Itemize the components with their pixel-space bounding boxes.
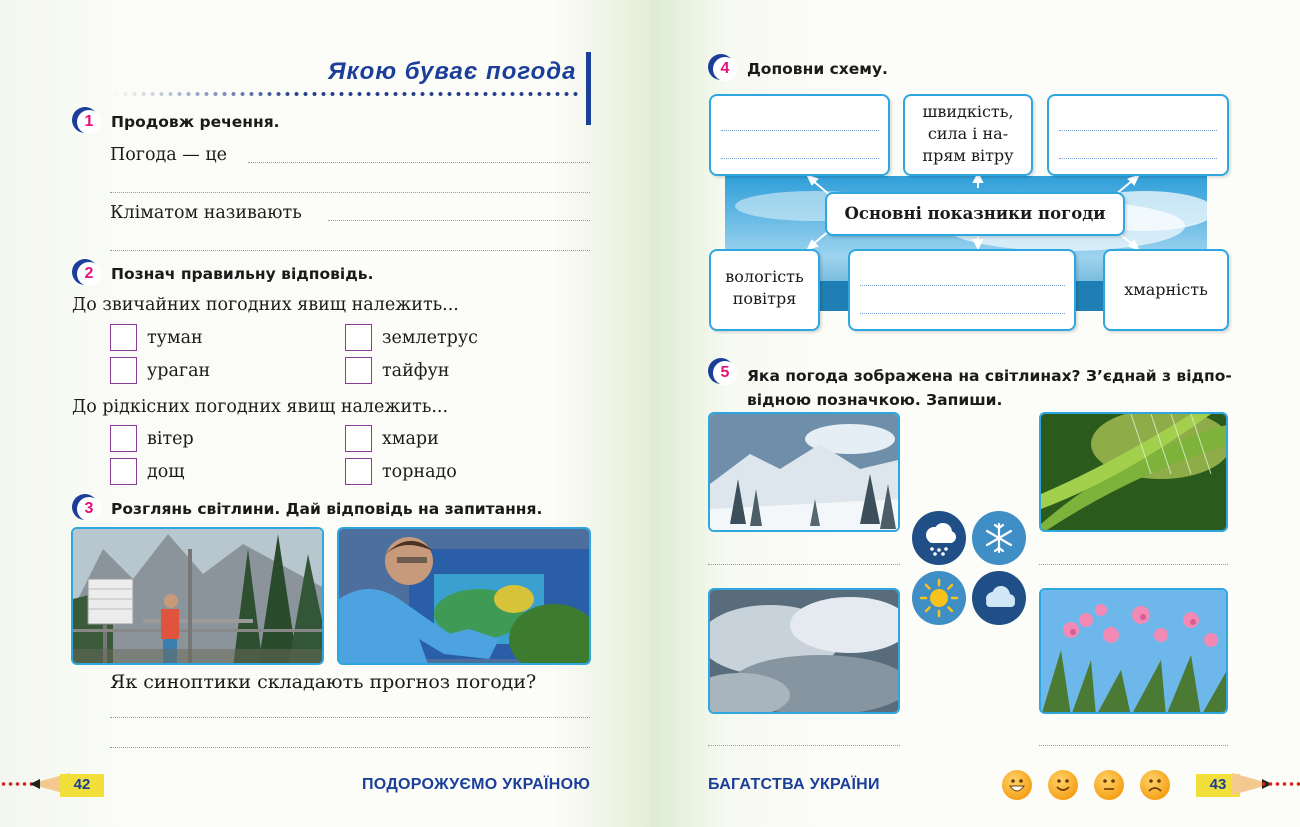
forecaster-photo xyxy=(337,527,591,665)
title-dotted-rule xyxy=(112,91,582,97)
sad-face-icon[interactable] xyxy=(1140,770,1170,800)
page-number-right: 43 xyxy=(1196,774,1240,797)
answer-line[interactable] xyxy=(110,192,590,193)
answer-line[interactable] xyxy=(1039,745,1228,746)
clouds-photo xyxy=(708,588,900,714)
task-number-2: 2 xyxy=(72,259,102,289)
task5-instruction: Яка погода зображена на світлинах? З’єднай з відпо- відною позначкою. Запиши. xyxy=(747,367,1232,409)
task3-question: Як синоптики складають прогноз погоди? xyxy=(110,671,537,693)
answer-line[interactable] xyxy=(1039,564,1228,565)
pencil-dots-decoration xyxy=(1260,778,1300,790)
option-label: вітер xyxy=(147,429,194,449)
task1-prompt-weather: Погода — це xyxy=(110,145,227,165)
weather-station-photo xyxy=(71,527,324,665)
task-number-3: 3 xyxy=(72,494,102,524)
footer-section-left: ПОДОРОЖУЄМО УКРАЇНОЮ xyxy=(362,776,591,793)
checkbox-earthquake[interactable] xyxy=(345,324,372,351)
task-number-1: 1 xyxy=(72,107,102,137)
task1-prompt-climate: Кліматом називають xyxy=(110,203,302,223)
answer-line[interactable] xyxy=(110,717,590,718)
page-number-left: 42 xyxy=(60,774,104,797)
option-label: ураган xyxy=(147,361,211,381)
smiling-face-icon[interactable] xyxy=(1048,770,1078,800)
laughing-face-icon[interactable] xyxy=(1002,770,1032,800)
scheme-center-main-indicators: Основні показники погоди xyxy=(825,192,1125,236)
checkbox-fog[interactable] xyxy=(110,324,137,351)
checkbox-hurricane[interactable] xyxy=(110,357,137,384)
answer-line[interactable] xyxy=(248,162,590,163)
sun-icon[interactable] xyxy=(912,571,966,625)
footer-section-right: БАГАТСТВА УКРАЇНИ xyxy=(708,776,880,793)
checkbox-rain[interactable] xyxy=(110,458,137,485)
checkbox-clouds[interactable] xyxy=(345,425,372,452)
neutral-face-icon[interactable] xyxy=(1094,770,1124,800)
scheme-box-wind: швидкість, сила і на- прям вітру xyxy=(903,94,1033,176)
scheme-empty-box-top-left[interactable] xyxy=(709,94,890,176)
task4-instruction: Доповни схему. xyxy=(747,60,888,78)
scheme-box-cloudiness: хмарність xyxy=(1103,249,1229,331)
title-bar xyxy=(586,52,591,125)
task2-question-rare: До рідкісних погодних явищ належить... xyxy=(72,397,449,417)
checkbox-tornado[interactable] xyxy=(345,458,372,485)
task1-instruction: Продовж речення. xyxy=(111,113,280,131)
task3-instruction: Розглянь світлини. Дай відповідь на запитання. xyxy=(111,500,543,518)
cloud-icon[interactable] xyxy=(972,571,1026,625)
scheme-empty-box-bottom-center[interactable] xyxy=(848,249,1076,331)
option-label: землетрус xyxy=(382,328,478,348)
option-label: торнадо xyxy=(382,462,457,482)
option-label: дощ xyxy=(147,462,185,482)
winter-photo xyxy=(708,412,900,532)
rain-cloud-icon[interactable] xyxy=(912,511,966,565)
scheme-empty-box-top-right[interactable] xyxy=(1047,94,1229,176)
task-number-4: 4 xyxy=(708,54,738,84)
snowflake-icon[interactable] xyxy=(972,511,1026,565)
task2-instruction: Познач правильну відповідь. xyxy=(111,265,374,283)
answer-line[interactable] xyxy=(110,747,590,748)
checkbox-typhoon[interactable] xyxy=(345,357,372,384)
option-label: тайфун xyxy=(382,361,450,381)
option-label: хмари xyxy=(382,429,439,449)
answer-line[interactable] xyxy=(708,564,900,565)
checkbox-wind[interactable] xyxy=(110,425,137,452)
task-number-5: 5 xyxy=(708,358,738,388)
answer-line[interactable] xyxy=(110,250,590,251)
option-label: туман xyxy=(147,328,203,348)
right-page xyxy=(650,0,1300,827)
answer-line[interactable] xyxy=(708,745,900,746)
scheme-box-humidity: вологість повітря xyxy=(709,249,820,331)
task2-question-common: До звичайних погодних явищ належить... xyxy=(72,295,459,315)
answer-line[interactable] xyxy=(328,220,590,221)
sunny-flowers-photo xyxy=(1039,588,1228,714)
page-title: Якою буває погода xyxy=(328,58,577,85)
rain-grass-photo xyxy=(1039,412,1228,532)
